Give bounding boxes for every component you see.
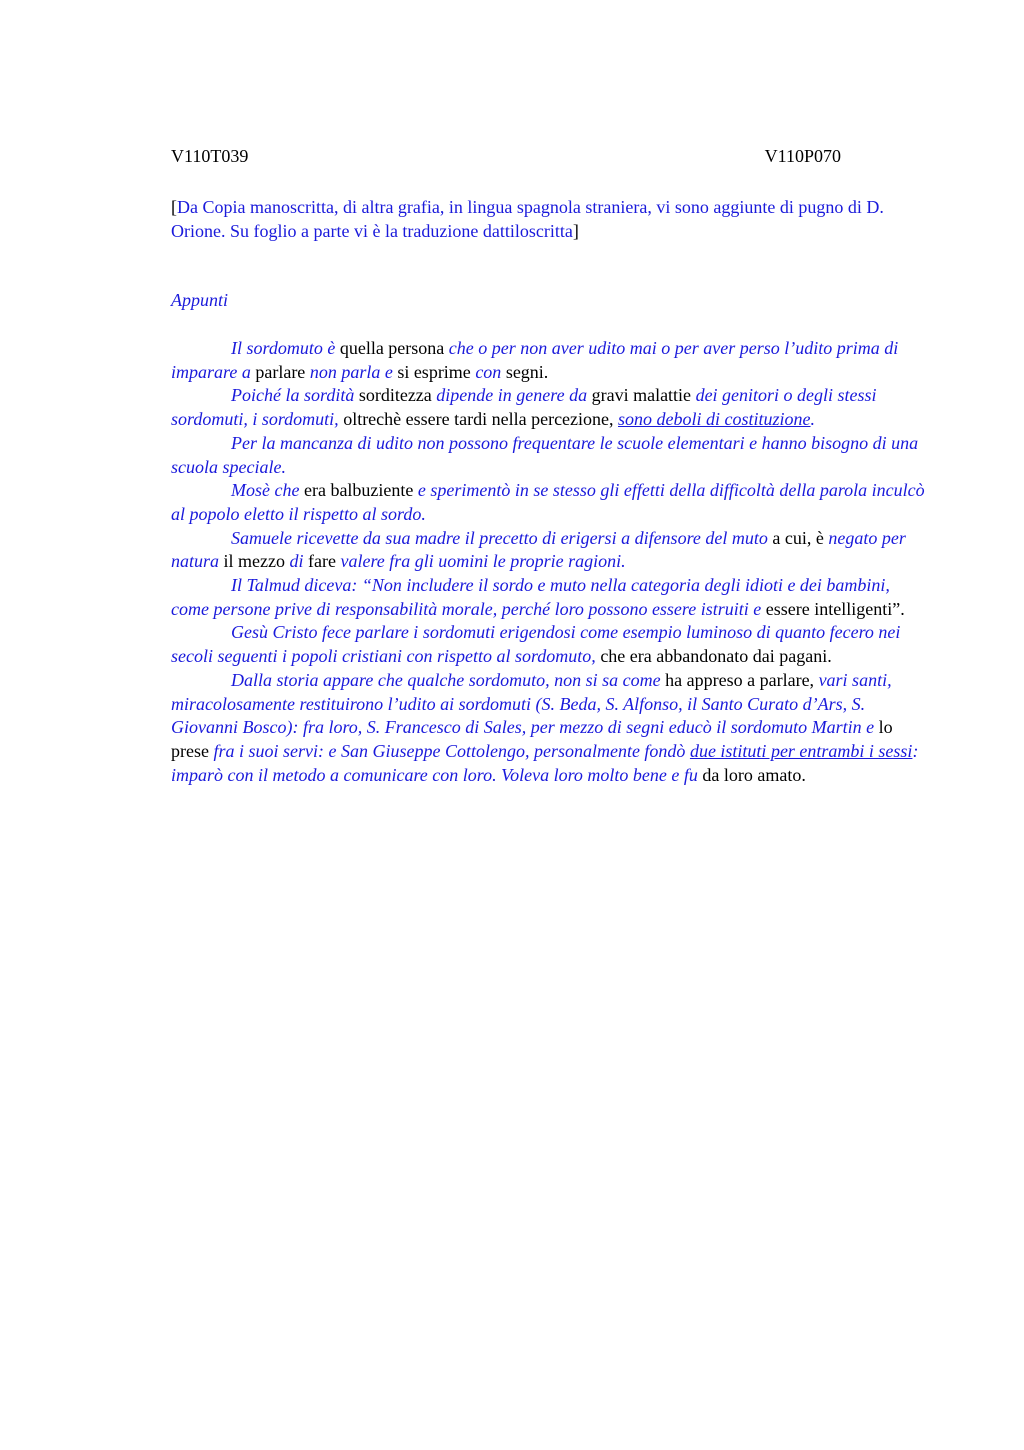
text-run: era balbuziente xyxy=(303,480,418,501)
text-run: Il sordomuto è xyxy=(231,338,340,358)
text-run: negato per natura xyxy=(171,527,906,572)
text-run: parlare xyxy=(255,361,310,382)
text-run: da loro amato. xyxy=(702,764,806,785)
text-run: fare xyxy=(308,551,341,572)
text-run: Per la mancanza di udito non possono frequentare le scuole elementari e hanno bisogno di una scuola speciale. xyxy=(171,432,919,477)
paragraph xyxy=(171,384,927,431)
text-run: Samuele ricevette da sua madre il precetto di erigersi a difensore del muto xyxy=(231,527,773,548)
section-title: Appunti xyxy=(171,290,228,310)
note-text: Da Copia manoscritta, di altra grafia, in lingua spagnola straniera, vi sono aggiunte di pugno di D. Orione. Su foglio a parte vi è la traduzione dattiloscritta xyxy=(171,197,884,241)
document-header xyxy=(171,146,841,170)
paragraph xyxy=(171,432,927,479)
text-run: Il Talmud diceva: “Non includere il sordo e muto nella categoria degli idioti e dei bambini, come persone prive di responsabilità morale, perché loro possono essere istruiti e xyxy=(171,575,890,619)
note-close-bracket: ] xyxy=(572,221,579,241)
text-run: e sperimentò in se stesso gli effetti della difficoltà della parola inculcò al popolo eletto il rispetto al sordo. xyxy=(171,480,925,524)
paragraph xyxy=(171,669,927,788)
text-run: gravi malattie xyxy=(591,385,696,406)
text-run: il mezzo xyxy=(223,551,290,572)
note-open-bracket: [ xyxy=(171,197,177,217)
text-run: oltrechè essere tardi nella percezione, xyxy=(343,409,619,430)
text-run: dipende in genere da xyxy=(436,385,592,406)
text-run: non parla e xyxy=(309,361,398,382)
editorial-note xyxy=(171,195,911,243)
text-run: che era abbandonato dai pagani. xyxy=(600,646,832,667)
text-run: fra i suoi servi: e San Giuseppe Cottolengo, personalmente fondò xyxy=(213,740,690,761)
text-run: sono deboli di costituzione xyxy=(618,409,811,430)
text-run: Poiché la sordità xyxy=(231,385,359,406)
text-run: valere fra gli uomini le proprie ragioni. xyxy=(340,551,626,572)
text-run: sorditezza xyxy=(358,385,437,406)
text-run: con xyxy=(475,361,506,382)
text-run: : imparò con il metodo a comunicare con loro. Voleva loro molto bene e fu xyxy=(171,740,919,785)
text-run: a cui, è xyxy=(772,527,829,548)
body-text xyxy=(171,337,927,787)
paragraph xyxy=(171,621,927,668)
text-run: segni. xyxy=(505,361,549,382)
text-run: vari santi, miracolosamente restituirono l’udito ai sordomuti (S. Beda, S. Alfonso, il Santo Curato d’Ars, S. Giovanni Bosco): fra loro, S. Francesco di Sales, per mezzo di segni educò il sordomuto Martin e xyxy=(171,669,892,738)
text-run: lo prese xyxy=(171,717,893,761)
text-run: essere intelligenti”. xyxy=(765,598,905,619)
text-run: Gesù Cristo fece parlare i sordomuti erigendosi come esempio luminoso di quanto fecero nei secoli seguenti i popoli cristiani con rispetto al sordomuto, xyxy=(171,622,901,667)
paragraph xyxy=(171,479,927,526)
text-run: ha appreso a parlare, xyxy=(665,669,819,690)
text-run: si esprime xyxy=(397,361,476,382)
text-run: quella persona xyxy=(339,338,449,358)
paragraph xyxy=(171,527,927,574)
text-run: che o per non aver udito mai o per aver perso l’udito prima di imparare a xyxy=(171,338,899,382)
document-code-left: V110T039 xyxy=(171,146,249,166)
text-run: dei genitori o degli stessi sordomuti, i sordomuti, xyxy=(171,385,877,430)
paragraph xyxy=(171,337,927,384)
text-run: di xyxy=(289,551,309,572)
text-run: . xyxy=(810,409,816,430)
text-run: Dalla storia appare che qualche sordomuto, non si sa come xyxy=(231,669,666,690)
document-code-right: V110P070 xyxy=(764,146,841,166)
text-run: Mosè che xyxy=(231,480,304,501)
paragraph xyxy=(171,574,927,621)
text-run: due istituti per entrambi i sessi xyxy=(689,740,913,761)
